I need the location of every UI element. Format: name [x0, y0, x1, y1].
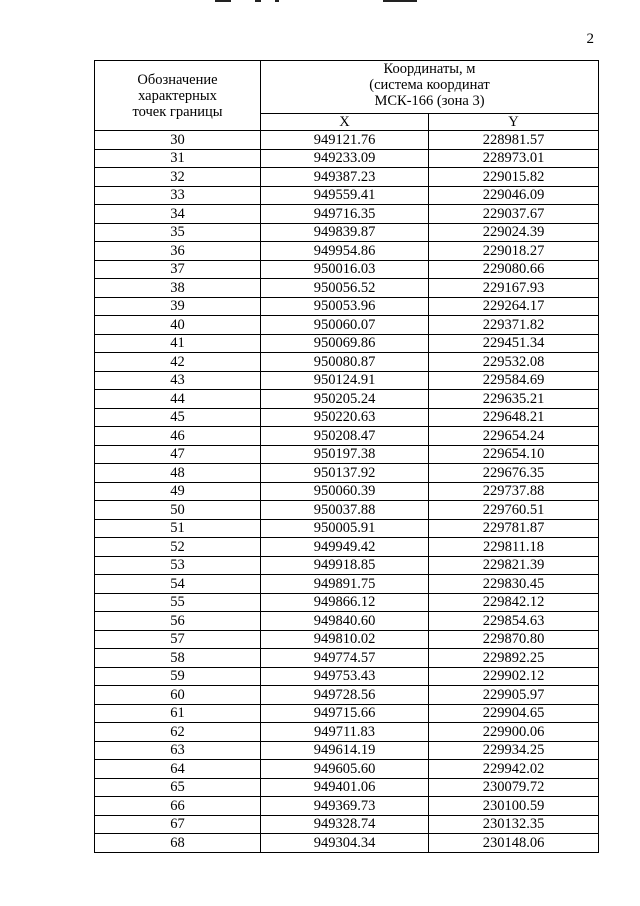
- point-cell: 64: [95, 760, 261, 779]
- point-cell: 45: [95, 408, 261, 427]
- x-coordinate-cell: 949840.60: [261, 612, 429, 631]
- table-row: [95, 686, 599, 705]
- x-coordinate-cell: 950016.03: [261, 260, 429, 279]
- y-coordinate-cell: 229781.87: [429, 519, 599, 538]
- table-row: [95, 538, 599, 557]
- table-row: [95, 186, 599, 205]
- table-row: [95, 760, 599, 779]
- x-coordinate-cell: 949715.66: [261, 704, 429, 723]
- top-mark: [255, 0, 261, 2]
- point-cell: 34: [95, 205, 261, 224]
- x-coordinate-cell: 949918.85: [261, 556, 429, 575]
- top-mark: [383, 0, 417, 2]
- y-coordinate-cell: 229854.63: [429, 612, 599, 631]
- y-coordinate-cell: 229015.82: [429, 168, 599, 187]
- point-cell: 66: [95, 797, 261, 816]
- y-coordinate-cell: 229870.80: [429, 630, 599, 649]
- table-row: [95, 667, 599, 686]
- y-coordinate-cell: 229830.45: [429, 575, 599, 594]
- x-coordinate-cell: 949716.35: [261, 205, 429, 224]
- y-coordinate-cell: 229264.17: [429, 297, 599, 316]
- table-row: [95, 223, 599, 242]
- y-coordinate-cell: 229760.51: [429, 501, 599, 520]
- table-row: [95, 482, 599, 501]
- point-cell: 57: [95, 630, 261, 649]
- point-cell: 50: [95, 501, 261, 520]
- y-coordinate-cell: 229167.93: [429, 279, 599, 298]
- y-coordinate-cell: 229821.39: [429, 556, 599, 575]
- y-coordinate-cell: 229904.65: [429, 704, 599, 723]
- y-coordinate-cell: 229532.08: [429, 353, 599, 372]
- point-cell: 56: [95, 612, 261, 631]
- x-coordinate-cell: 949753.43: [261, 667, 429, 686]
- y-coordinate-cell: 228973.01: [429, 149, 599, 168]
- table-row: [95, 297, 599, 316]
- table-row: [95, 575, 599, 594]
- x-coordinate-cell: 949728.56: [261, 686, 429, 705]
- table-row: [95, 334, 599, 353]
- top-mark: [275, 0, 279, 2]
- point-cell: 38: [95, 279, 261, 298]
- y-column-header: Y: [429, 114, 599, 131]
- x-coordinate-cell: 949949.42: [261, 538, 429, 557]
- table-row: [95, 741, 599, 760]
- point-cell: 47: [95, 445, 261, 464]
- page-number: 2: [586, 31, 594, 47]
- point-cell: 36: [95, 242, 261, 261]
- x-coordinate-cell: 949369.73: [261, 797, 429, 816]
- table-row: [95, 316, 599, 335]
- point-cell: 33: [95, 186, 261, 205]
- y-coordinate-cell: 229905.97: [429, 686, 599, 705]
- y-coordinate-cell: 229811.18: [429, 538, 599, 557]
- table-row: [95, 797, 599, 816]
- y-coordinate-cell: 229934.25: [429, 741, 599, 760]
- table-row: [95, 445, 599, 464]
- table-row: [95, 371, 599, 390]
- x-coordinate-cell: 949401.06: [261, 778, 429, 797]
- x-coordinate-cell: 950056.52: [261, 279, 429, 298]
- y-coordinate-cell: 230148.06: [429, 834, 599, 853]
- table-row: [95, 593, 599, 612]
- y-coordinate-cell: 229018.27: [429, 242, 599, 261]
- x-coordinate-cell: 949233.09: [261, 149, 429, 168]
- point-cell: 54: [95, 575, 261, 594]
- y-coordinate-cell: 229648.21: [429, 408, 599, 427]
- points-header-line: точек границы: [132, 103, 223, 120]
- x-coordinate-cell: 949559.41: [261, 186, 429, 205]
- y-coordinate-cell: 230079.72: [429, 778, 599, 797]
- point-cell: 58: [95, 649, 261, 668]
- point-cell: 62: [95, 723, 261, 742]
- table-row: [95, 279, 599, 298]
- x-coordinate-cell: 949304.34: [261, 834, 429, 853]
- x-coordinate-cell: 949614.19: [261, 741, 429, 760]
- table-row: [95, 131, 599, 150]
- x-coordinate-cell: 950197.38: [261, 445, 429, 464]
- point-cell: 55: [95, 593, 261, 612]
- point-cell: 44: [95, 390, 261, 409]
- x-coordinate-cell: 949810.02: [261, 630, 429, 649]
- table-row: [95, 704, 599, 723]
- x-coordinate-cell: 949328.74: [261, 815, 429, 834]
- x-coordinate-cell: 950137.92: [261, 464, 429, 483]
- point-cell: 30: [95, 131, 261, 150]
- y-coordinate-cell: 228981.57: [429, 131, 599, 150]
- x-coordinate-cell: 949839.87: [261, 223, 429, 242]
- y-coordinate-cell: 229654.10: [429, 445, 599, 464]
- x-coordinate-cell: 949711.83: [261, 723, 429, 742]
- x-coordinate-cell: 950037.88: [261, 501, 429, 520]
- table-row: [95, 723, 599, 742]
- y-coordinate-cell: 229080.66: [429, 260, 599, 279]
- table-row: [95, 205, 599, 224]
- table-row: [95, 260, 599, 279]
- point-cell: 39: [95, 297, 261, 316]
- x-coordinate-cell: 949891.75: [261, 575, 429, 594]
- point-cell: 67: [95, 815, 261, 834]
- point-cell: 43: [95, 371, 261, 390]
- top-mark: [215, 0, 231, 2]
- table-row: [95, 168, 599, 187]
- table-row: [95, 612, 599, 631]
- x-coordinate-cell: 950069.86: [261, 334, 429, 353]
- point-cell: 31: [95, 149, 261, 168]
- point-cell: 63: [95, 741, 261, 760]
- table-row: [95, 834, 599, 853]
- x-coordinate-cell: 949774.57: [261, 649, 429, 668]
- x-coordinate-cell: 950124.91: [261, 371, 429, 390]
- y-coordinate-cell: 229676.35: [429, 464, 599, 483]
- y-coordinate-cell: 229371.82: [429, 316, 599, 335]
- coords-header-line: (система координат: [369, 77, 490, 93]
- coordinates-column-header: [261, 61, 599, 114]
- table-row: [95, 242, 599, 261]
- point-cell: 59: [95, 667, 261, 686]
- table-row: [95, 149, 599, 168]
- y-coordinate-cell: 229942.02: [429, 760, 599, 779]
- point-cell: 32: [95, 168, 261, 187]
- table-row: [95, 556, 599, 575]
- table-row: [95, 815, 599, 834]
- y-coordinate-cell: 229892.25: [429, 649, 599, 668]
- point-cell: 40: [95, 316, 261, 335]
- table-row: [95, 649, 599, 668]
- y-coordinate-cell: 229451.34: [429, 334, 599, 353]
- y-coordinate-cell: 230132.35: [429, 815, 599, 834]
- point-cell: 53: [95, 556, 261, 575]
- y-coordinate-cell: 229902.12: [429, 667, 599, 686]
- point-cell: 68: [95, 834, 261, 853]
- coords-header-line: Координаты, м: [383, 61, 476, 77]
- point-cell: 46: [95, 427, 261, 446]
- point-cell: 41: [95, 334, 261, 353]
- point-cell: 60: [95, 686, 261, 705]
- y-coordinate-cell: 229037.67: [429, 205, 599, 224]
- x-coordinate-cell: 949387.23: [261, 168, 429, 187]
- point-cell: 61: [95, 704, 261, 723]
- y-coordinate-cell: 229737.88: [429, 482, 599, 501]
- y-coordinate-cell: 229900.06: [429, 723, 599, 742]
- y-coordinate-cell: 230100.59: [429, 797, 599, 816]
- point-cell: 52: [95, 538, 261, 557]
- table-row: [95, 778, 599, 797]
- point-cell: 51: [95, 519, 261, 538]
- points-header-line: характерных: [138, 87, 217, 104]
- point-cell: 48: [95, 464, 261, 483]
- point-cell: 37: [95, 260, 261, 279]
- table-row: [95, 408, 599, 427]
- y-coordinate-cell: 229654.24: [429, 427, 599, 446]
- point-cell: 65: [95, 778, 261, 797]
- x-coordinate-cell: 949954.86: [261, 242, 429, 261]
- x-coordinate-cell: 950080.87: [261, 353, 429, 372]
- x-coordinate-cell: 949605.60: [261, 760, 429, 779]
- x-coordinate-cell: 949121.76: [261, 131, 429, 150]
- top-edge-marks: [215, 0, 425, 4]
- table-row: [95, 630, 599, 649]
- x-coordinate-cell: 950005.91: [261, 519, 429, 538]
- y-coordinate-cell: 229046.09: [429, 186, 599, 205]
- coordinates-table: [94, 60, 599, 853]
- table-row: [95, 519, 599, 538]
- table-row: [95, 353, 599, 372]
- y-coordinate-cell: 229842.12: [429, 593, 599, 612]
- point-cell: 42: [95, 353, 261, 372]
- x-coordinate-cell: 950060.39: [261, 482, 429, 501]
- points-header-line: Обозначение: [137, 71, 218, 88]
- x-coordinate-cell: 950208.47: [261, 427, 429, 446]
- table-row: [95, 464, 599, 483]
- x-coordinate-cell: 950060.07: [261, 316, 429, 335]
- x-coordinate-cell: 950053.96: [261, 297, 429, 316]
- point-cell: 49: [95, 482, 261, 501]
- table-row: [95, 427, 599, 446]
- y-coordinate-cell: 229024.39: [429, 223, 599, 242]
- y-coordinate-cell: 229584.69: [429, 371, 599, 390]
- points-column-header: [95, 61, 261, 131]
- point-cell: 35: [95, 223, 261, 242]
- x-coordinate-cell: 950220.63: [261, 408, 429, 427]
- y-coordinate-cell: 229635.21: [429, 390, 599, 409]
- table-row: [95, 390, 599, 409]
- x-coordinate-cell: 949866.12: [261, 593, 429, 612]
- coords-header-line: МСК-166 (зона 3): [374, 93, 485, 109]
- x-column-header: X: [261, 114, 429, 131]
- table-row: [95, 501, 599, 520]
- x-coordinate-cell: 950205.24: [261, 390, 429, 409]
- table-body: [95, 131, 599, 853]
